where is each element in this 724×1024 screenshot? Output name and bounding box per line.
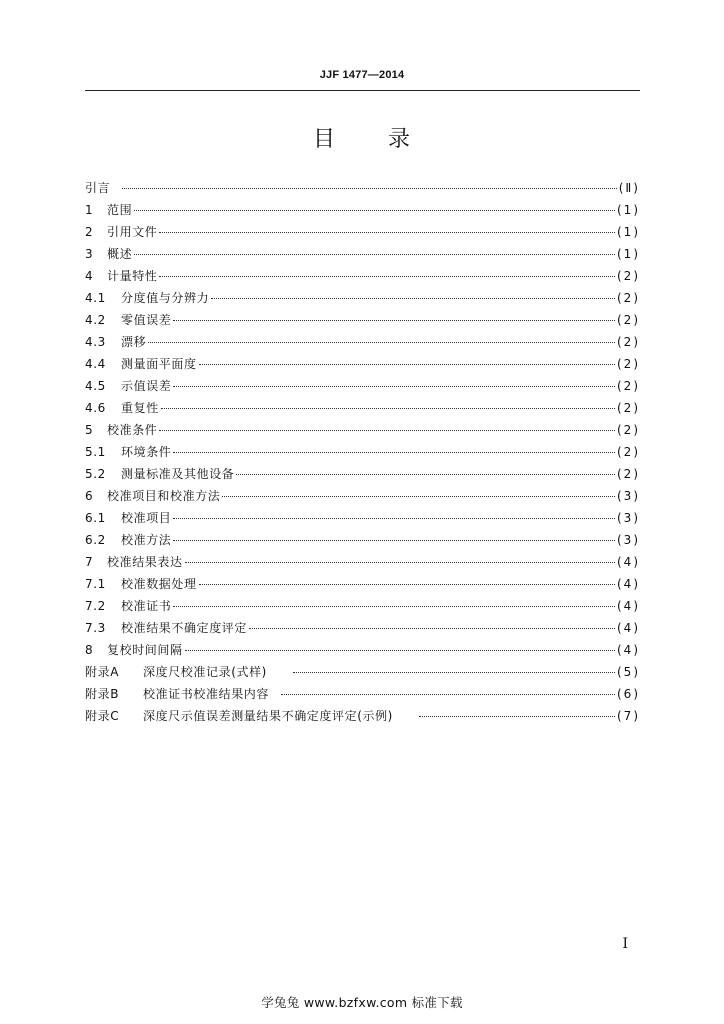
toc-entry-title: 引用文件 (107, 225, 158, 239)
toc-entry-page: (4) (617, 599, 640, 613)
toc-entry-title: 校准证书校准结果内容 (143, 687, 270, 701)
toc-entry-number: 6.2 (85, 533, 106, 547)
footer-watermark: 学兔兔 www.bzfxw.com 标准下载 (261, 995, 463, 1010)
toc-entry-4-5[interactable] (85, 375, 640, 397)
toc-leader-dots (249, 628, 615, 629)
toc-entry-page: (4) (617, 643, 640, 657)
toc-entry-number: 4.6 (85, 401, 106, 415)
toc-entry-title: 校准结果不确定度评定 (121, 621, 248, 635)
toc-entry-1[interactable] (85, 199, 640, 221)
toc-entry-4[interactable] (85, 265, 640, 287)
toc-entry-title: 深度尺校准记录(式样) (143, 665, 267, 679)
toc-entry-number: 6.1 (85, 511, 106, 525)
toc-entry-6-1[interactable] (85, 507, 640, 529)
toc-entry-6[interactable] (85, 485, 640, 507)
toc-entry-number: 附录B (85, 687, 120, 701)
toc-leader-dots (281, 694, 615, 695)
toc-entry-page: (2) (617, 467, 640, 481)
toc-entry-appendix-a[interactable] (85, 661, 640, 683)
title-part-2: 录 (388, 127, 412, 152)
toc-entry-page: (2) (617, 423, 640, 437)
toc-entry-number: 8 (85, 643, 94, 657)
toc-entry-page: (4) (617, 577, 640, 591)
toc-leader-dots (173, 518, 615, 519)
toc-entry-page: (2) (617, 401, 640, 415)
toc-entry-page: (4) (617, 555, 640, 569)
toc-entry-title: 测量标准及其他设备 (121, 467, 235, 481)
toc-entry-title: 校准证书 (121, 599, 172, 613)
page-number: I (622, 936, 628, 952)
toc-leader-dots (199, 364, 615, 365)
toc-entry-title: 测量面平面度 (121, 357, 197, 371)
toc-entry-title: 校准项目 (121, 511, 172, 525)
toc-entry-7-3[interactable] (85, 617, 640, 639)
toc-entry-title: 校准条件 (107, 423, 158, 437)
toc-leader-dots (173, 386, 615, 387)
toc-entry-page: (3) (617, 489, 640, 503)
toc-entry-title: 概述 (107, 247, 133, 261)
toc-leader-dots (173, 452, 615, 453)
toc-entry-number: 7.2 (85, 599, 106, 613)
toc-entry-number: 5 (85, 423, 94, 437)
toc-entry-4-6[interactable] (85, 397, 640, 419)
toc-entry-title: 校准方法 (121, 533, 172, 547)
toc-entry-title: 示值误差 (121, 379, 172, 393)
toc-entry-2[interactable] (85, 221, 640, 243)
toc-entry-page: (1) (617, 247, 640, 261)
toc-entry-4-4[interactable] (85, 353, 640, 375)
toc-leader-dots (173, 540, 615, 541)
toc-leader-dots (211, 298, 615, 299)
toc-leader-dots (293, 672, 615, 673)
toc-entry-title: 漂移 (121, 335, 147, 349)
toc-entry-title: 深度尺示值误差测量结果不确定度评定(示例) (143, 709, 393, 723)
toc-entry-title: 校准项目和校准方法 (107, 489, 221, 503)
toc-entry-number: 7.1 (85, 577, 106, 591)
toc-entry-number: 5.1 (85, 445, 106, 459)
toc-entry-number: 4.3 (85, 335, 106, 349)
toc-entry-number: 7.3 (85, 621, 106, 635)
toc-entry-page: (4) (617, 621, 640, 635)
toc-entry-number: 4.5 (85, 379, 106, 393)
toc-leader-dots (185, 650, 615, 651)
toc-entry-7-1[interactable] (85, 573, 640, 595)
toc-leader-dots (173, 320, 615, 321)
toc-entry-page: (7) (617, 709, 640, 723)
table-of-contents (85, 177, 640, 727)
toc-entry-number: 4 (85, 269, 94, 283)
toc-entry-7[interactable] (85, 551, 640, 573)
toc-leader-dots (122, 188, 617, 189)
toc-entry-title: 引言 (85, 181, 111, 195)
toc-leader-dots (159, 430, 615, 431)
toc-entry-3[interactable] (85, 243, 640, 265)
toc-entry-title: 校准结果表达 (107, 555, 183, 569)
toc-entry-number: 2 (85, 225, 94, 239)
toc-leader-dots (199, 584, 615, 585)
toc-entry-number: 附录C (85, 709, 120, 723)
toc-leader-dots (236, 474, 615, 475)
toc-entry-page: (6) (617, 687, 640, 701)
document-code: JJF 1477—2014 (319, 69, 405, 81)
toc-entry-8[interactable] (85, 639, 640, 661)
toc-entry-number: 4.2 (85, 313, 106, 327)
toc-leader-dots (159, 232, 615, 233)
toc-leader-dots (161, 408, 615, 409)
toc-entry-number: 4.4 (85, 357, 106, 371)
toc-entry-page: (2) (617, 269, 640, 283)
toc-leader-dots (134, 254, 615, 255)
toc-entry-page: (2) (617, 445, 640, 459)
toc-entry-4-2[interactable] (85, 309, 640, 331)
toc-entry-number: 7 (85, 555, 94, 569)
toc-entry-4-3[interactable] (85, 331, 640, 353)
toc-entry-page: (2) (617, 291, 640, 305)
toc-entry-title: 范围 (107, 203, 133, 217)
toc-entry-appendix-c[interactable] (85, 705, 640, 727)
toc-leader-dots (159, 276, 615, 277)
toc-entry-title: 分度值与分辨力 (121, 291, 210, 305)
toc-entry-number: 6 (85, 489, 94, 503)
toc-entry-page: (2) (617, 313, 640, 327)
toc-entry-number: 4.1 (85, 291, 106, 305)
toc-entry-number: 3 (85, 247, 94, 261)
toc-entry-title: 零值误差 (121, 313, 172, 327)
toc-entry-7-2[interactable] (85, 595, 640, 617)
title-part-1: 目 (312, 127, 336, 152)
toc-entry-title: 校准数据处理 (121, 577, 197, 591)
toc-entry-page: (1) (617, 225, 640, 239)
toc-entry-title: 环境条件 (121, 445, 172, 459)
toc-entry-page: (2) (617, 379, 640, 393)
toc-entry-5-2[interactable] (85, 463, 640, 485)
header-rule (85, 90, 640, 91)
toc-entry-title: 重复性 (121, 401, 159, 415)
toc-entry-6-2[interactable] (85, 529, 640, 551)
toc-entry-page: (Ⅱ) (618, 181, 640, 195)
toc-entry-number: 5.2 (85, 467, 106, 481)
toc-entry-intro[interactable] (85, 177, 640, 199)
page-title (0, 122, 724, 153)
toc-leader-dots (419, 716, 615, 717)
toc-entry-page: (2) (617, 357, 640, 371)
toc-entry-page: (5) (617, 665, 640, 679)
toc-entry-title: 计量特性 (107, 269, 158, 283)
toc-leader-dots (134, 210, 615, 211)
toc-leader-dots (173, 606, 615, 607)
toc-leader-dots (185, 562, 615, 563)
toc-entry-appendix-b[interactable] (85, 683, 640, 705)
toc-entry-4-1[interactable] (85, 287, 640, 309)
toc-entry-number: 附录A (85, 665, 120, 679)
toc-leader-dots (148, 342, 615, 343)
toc-entry-page: (1) (617, 203, 640, 217)
toc-entry-page: (3) (617, 511, 640, 525)
toc-entry-page: (3) (617, 533, 640, 547)
toc-entry-page: (2) (617, 335, 640, 349)
toc-leader-dots (222, 496, 615, 497)
toc-entry-title: 复校时间间隔 (107, 643, 183, 657)
toc-entry-5[interactable] (85, 419, 640, 441)
toc-entry-5-1[interactable] (85, 441, 640, 463)
toc-entry-number: 1 (85, 203, 94, 217)
